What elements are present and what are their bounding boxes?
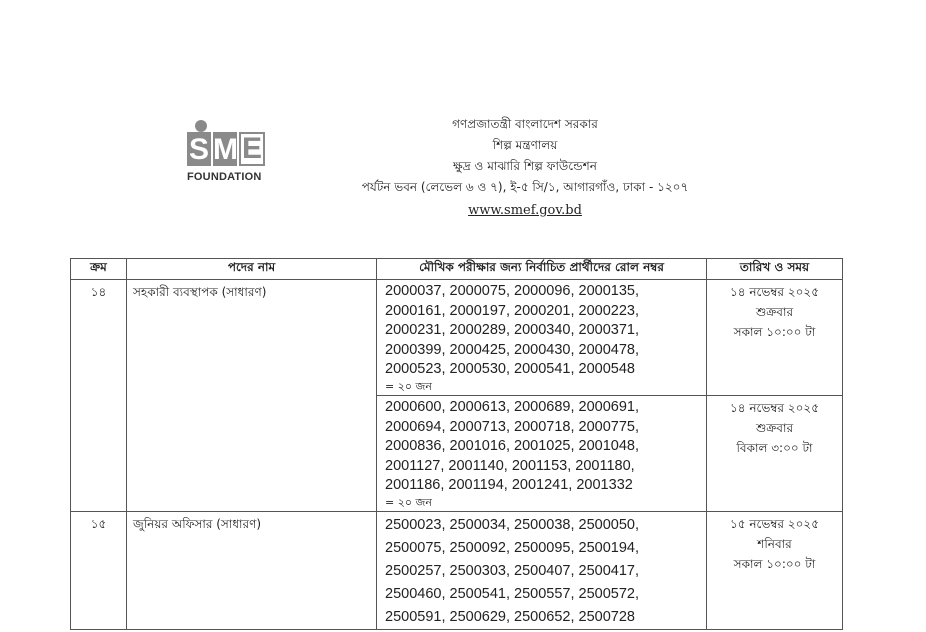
- exam-time: সকাল ১০:০০ টা: [733, 325, 816, 339]
- roll-line: 2000600, 2000613, 2000689, 2000691,: [385, 399, 639, 415]
- logo-letter-e: E: [239, 132, 265, 166]
- government-line: গণপ্রজাতন্ত্রী বাংলাদেশ সরকার: [452, 117, 598, 131]
- roll-line: 2000694, 2000713, 2000718, 2000775,: [385, 418, 639, 435]
- datetime-cell: [707, 280, 843, 396]
- roll-line: 2000161, 2000197, 2000201, 2000223,: [385, 302, 639, 319]
- roll-line: 2000523, 2000530, 2000541, 2000548: [385, 361, 635, 377]
- exam-day: শুক্রবার: [755, 305, 794, 319]
- exam-day: শুক্রবার: [755, 421, 794, 435]
- organization-line: ক্ষুদ্র ও মাঝারি শিল্প ফাউন্ডেশন: [453, 159, 597, 173]
- roll-line: 2001186, 2001194, 2001241, 2001332: [385, 477, 633, 493]
- logo-mark: [187, 132, 265, 166]
- logo-name: FOUNDATION: [187, 171, 262, 183]
- serial-cell: ১৫: [71, 512, 127, 630]
- exam-day: শনিবার: [757, 537, 792, 551]
- address-line: পর্যটন ভবন (লেভেল ৬ ও ৭), ই-৫ সি/১, আগারগাঁও, ঢাকা - ১২০৭: [361, 180, 689, 194]
- post-cell: সহকারী ব্যবস্থাপক (সাধারণ): [127, 280, 377, 512]
- roll-numbers-cell: [377, 280, 707, 396]
- roll-line: 2000836, 2001016, 2001025, 2001048,: [385, 438, 639, 454]
- table-row: [71, 280, 843, 396]
- roll-line: 2000037, 2000075, 2000096, 2000135,: [385, 283, 639, 299]
- logo-letter-s: S: [188, 133, 209, 166]
- exam-time: সকাল ১০:০০ টা: [733, 557, 816, 571]
- logo-dot: [195, 120, 207, 132]
- roll-line: 2000399, 2000425, 2000430, 2000478,: [385, 341, 639, 358]
- datetime-cell: [707, 512, 843, 630]
- exam-time: বিকাল ৩:০০ টা: [736, 441, 813, 455]
- candidate-count: = ২০ জন: [385, 379, 432, 393]
- datetime-cell: [707, 396, 843, 512]
- exam-date: ১৫ নভেম্বর ২০২৫: [730, 517, 819, 531]
- roll-numbers-cell: [377, 396, 707, 512]
- letterhead: [330, 114, 720, 221]
- table-header-row: [71, 259, 843, 280]
- header-datetime: তারিখ ও সময়: [707, 259, 843, 280]
- roll-line: 2500257, 2500303, 2500407, 2500417,: [385, 563, 639, 579]
- exam-date: ১৪ নভেম্বর ২০২৫: [730, 401, 819, 415]
- roll-line: 2500075, 2500092, 2500095, 2500194,: [385, 540, 639, 556]
- exam-date: ১৪ নভেম্বর ২০২৫: [730, 285, 819, 299]
- viva-schedule-table: [70, 258, 843, 630]
- roll-line: 2000231, 2000289, 2000340, 2000371,: [385, 322, 639, 338]
- roll-line: 2500460, 2500541, 2500557, 2500572,: [385, 586, 639, 602]
- logo-letter-m: M: [213, 133, 238, 166]
- header-rolls: মৌখিক পরীক্ষার জন্য নির্বাচিত প্রার্থীদের রোল নম্বর: [377, 259, 707, 280]
- post-cell: জুনিয়র অফিসার (সাধারণ): [127, 512, 377, 630]
- header-post: পদের নাম: [127, 259, 377, 280]
- roll-numbers-cell: [377, 512, 707, 630]
- candidate-count: = ২০ জন: [385, 495, 432, 509]
- sme-foundation-logo: [185, 120, 275, 190]
- header-serial: ক্রম: [71, 259, 127, 280]
- serial-cell: ১৪: [71, 280, 127, 512]
- roll-line: 2500591, 2500629, 2500652, 2500728: [385, 609, 635, 625]
- website-link[interactable]: www.smef.gov.bd: [468, 203, 582, 218]
- roll-line: 2001127, 2001140, 2001153, 2001180,: [385, 457, 635, 474]
- ministry-line: শিল্প মন্ত্রণালয়: [492, 138, 558, 152]
- roll-line: 2500023, 2500034, 2500038, 2500050,: [385, 517, 639, 533]
- table-row: [71, 512, 843, 630]
